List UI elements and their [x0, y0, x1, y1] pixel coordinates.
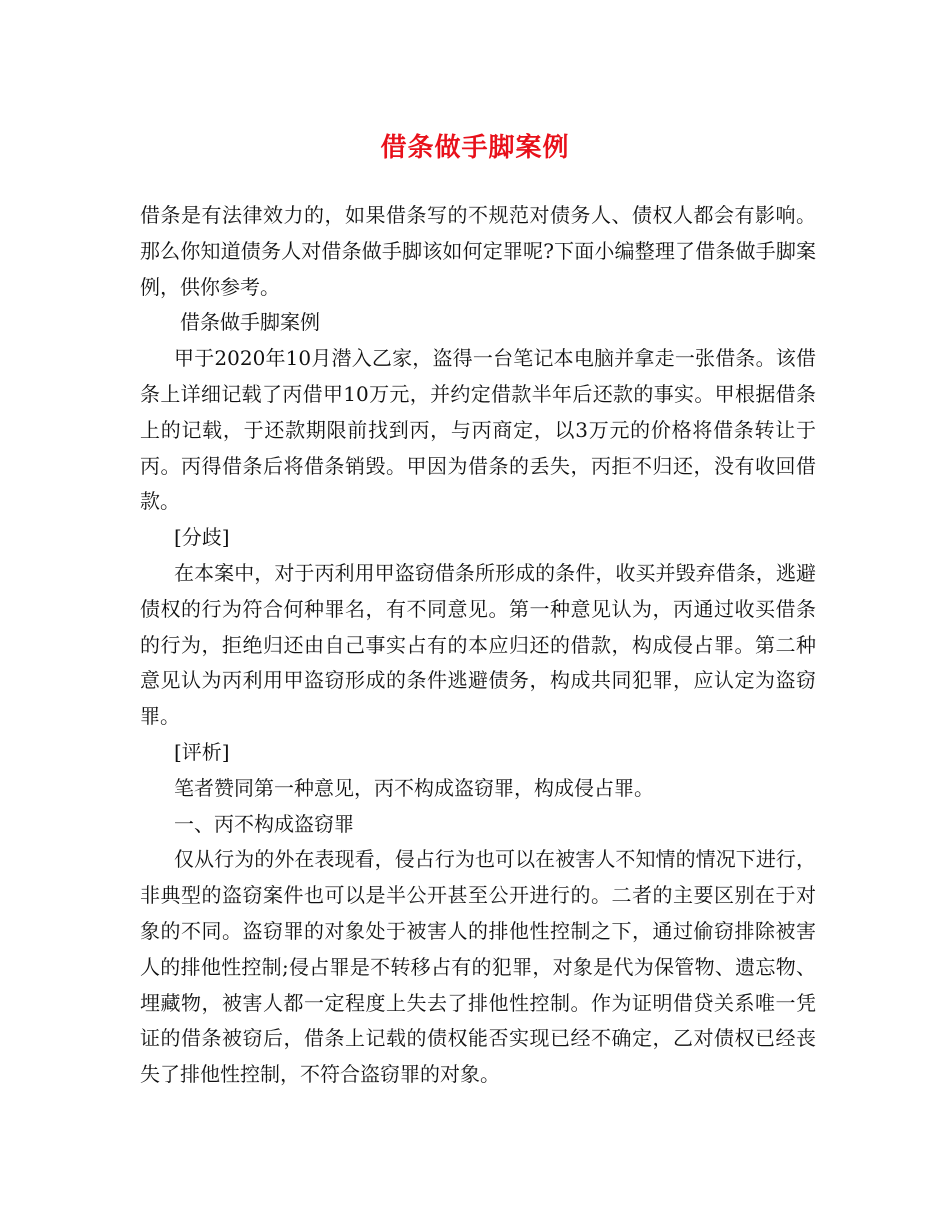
- intro-paragraph: 借条是有法律效力的，如果借条写的不规范对债务人、债权人都会有影响。那么你知道债务人对借条做手脚该如何定罪呢?下面小编整理了借条做手脚案例，供你参考。: [140, 203, 816, 299]
- disagreement-paragraph: 在本案中，对于丙利用甲盗窃借条所形成的条件，收买并毁弃借条，逃避债权的行为符合何种罪名，有不同意见。第一种意见认为，丙通过收买借条的行为，拒绝归还由自己事实占有的本应归还的借款，构成侵占罪。第二种意见认为丙利用甲盗窃形成的条件逃避债务，构成共同犯罪，应认定为盗窃罪。: [140, 560, 816, 729]
- point-one-heading: 一、丙不构成盗窃罪: [174, 811, 354, 836]
- disagreement-heading: [分歧]: [174, 525, 230, 550]
- case-facts-paragraph: 甲于2020年10月潜入乙家，盗得一台笔记本电脑并拿走一张借条。该借条上详细记载了丙借甲10万元，并约定借款半年后还款的事实。甲根据借条上的记载，于还款期限前找到丙，与丙商定，以3万元的价格将借条转让于丙。丙得借条后将借条销毁。甲因为借条的丢失，丙拒不归还，没有收回借款。: [140, 346, 816, 514]
- document-title: 借条做手脚案例: [380, 133, 570, 163]
- point-one-paragraph: 仅从行为的外在表现看，侵占行为也可以在被害人不知情的情况下进行，非典型的盗窃案件也可以是半公开甚至公开进行的。二者的主要区别在于对象的不同。盗窃罪的对象处于被害人的排他性控制之下，通过偷窃排除被害人的排他性控制;侵占罪是不转移占有的犯罪，对象是代为保管物、遗忘物、埋藏物，被害人都一定程度上失去了排他性控制。作为证明借贷关系唯一凭证的借条被窃后，借条上记载的债权能否实现已经不确定，乙对债权已经丧失了排他性控制，不符合盗窃罪的对象。: [140, 847, 816, 1087]
- author-opinion-paragraph: 笔者赞同第一种意见，丙不构成盗窃罪，构成侵占罪。: [174, 775, 654, 800]
- section-heading: 借条做手脚案例: [180, 310, 320, 335]
- analysis-heading: [评析]: [174, 739, 230, 764]
- document-body: [140, 198, 816, 1093]
